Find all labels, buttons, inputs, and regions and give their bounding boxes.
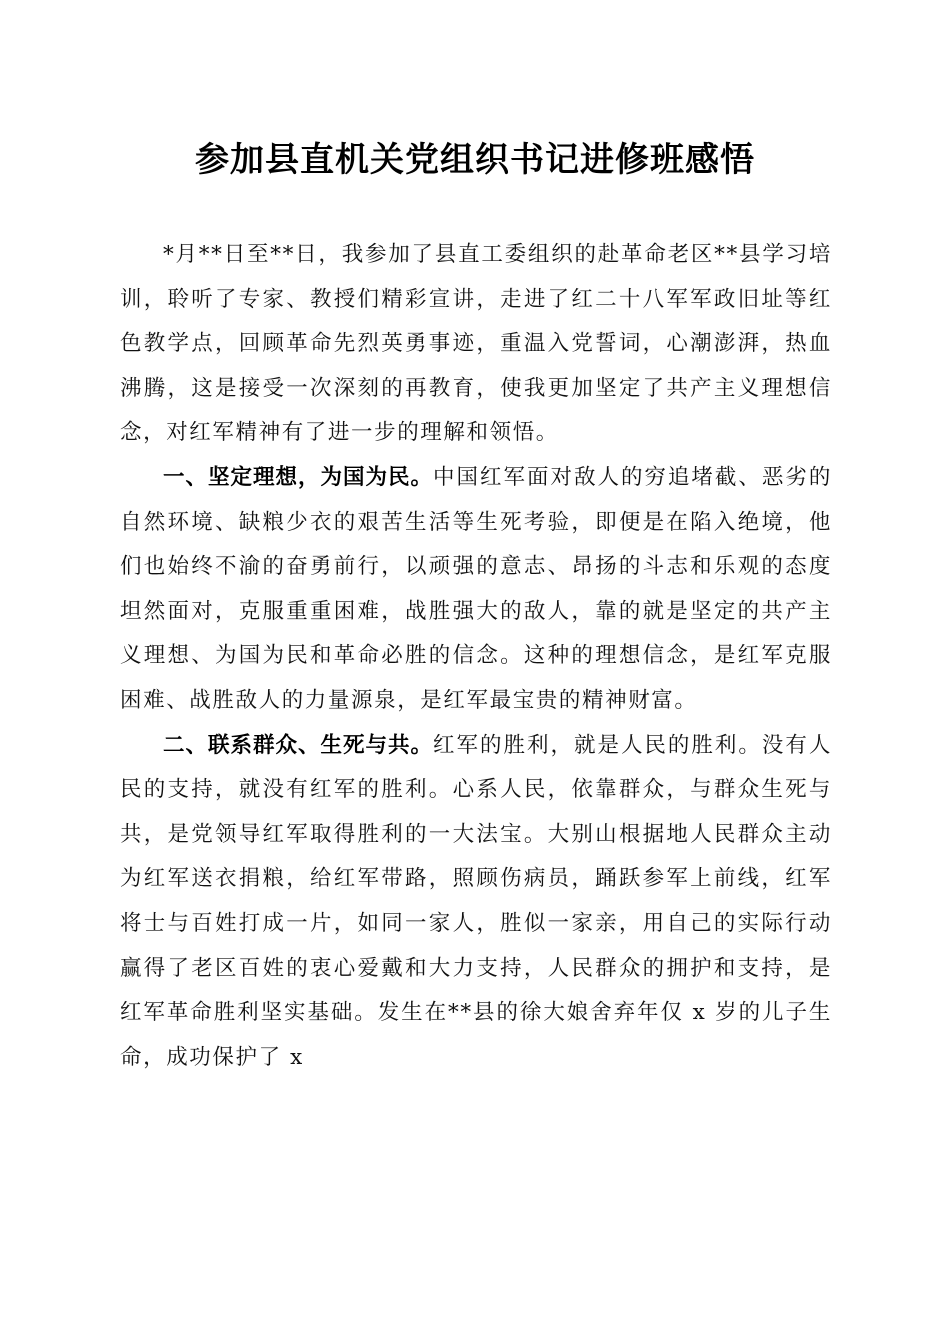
section-paragraph-2	[120, 724, 832, 1081]
document-body	[120, 233, 832, 1080]
section-heading-2: 二、联系群众、生死与共。	[163, 732, 433, 758]
section-heading-1: 一、坚定理想，为国为民。	[163, 464, 433, 490]
section-paragraph-1	[120, 456, 832, 724]
document-title: 参加县直机关党组织书记进修班感悟	[195, 140, 755, 180]
section-text-1: 中国红军面对敌人的穷追堵截、恶劣的自然环境、缺粮少衣的艰苦生活等生死考验，即便是在陷入绝境，他们也始终不渝的奋勇前行，以顽强的意志、昂扬的斗志和乐观的态度坦然面对，克服重重困难，战胜强大的敌人，靠的就是坚定的共产主义理想、为国为民和革命必胜的信念。这种的理想信念，是红军克服困难、战胜敌人的力量源泉，是红军最宝贵的精神财富。	[120, 464, 833, 713]
section-text-2: 红军的胜利，就是人民的胜利。没有人民的支持，就没有红军的胜利。心系人民，依靠群众，与群众生死与共，是党领导红军取得胜利的一大法宝。大别山根据地人民群众主动为红军送衣捐粮，给红军带路，照顾伤病员，踊跃参军上前线，红军将士与百姓打成一片，如同一家人，胜似一家亲，用自己的实际行动赢得了老区百姓的衷心爱戴和大力支持，人民群众的拥护和支持，是红军革命胜利坚实基础。发生在**县的徐大娘舍弃年仅 x 岁的儿子生命，成功保护了 x	[120, 732, 833, 1070]
intro-paragraph: *月**日至**日，我参加了县直工委组织的赴革命老区**县学习培训，聆听了专家、教授们精彩宣讲，走进了红二十八军军政旧址等红色教学点，回顾革命先烈英勇事迹，重温入党誓词，心潮澎湃，热血沸腾，这是接受一次深刻的再教育，使我更加坚定了共产主义理想信念，对红军精神有了进一步的理解和领悟。	[120, 242, 832, 446]
